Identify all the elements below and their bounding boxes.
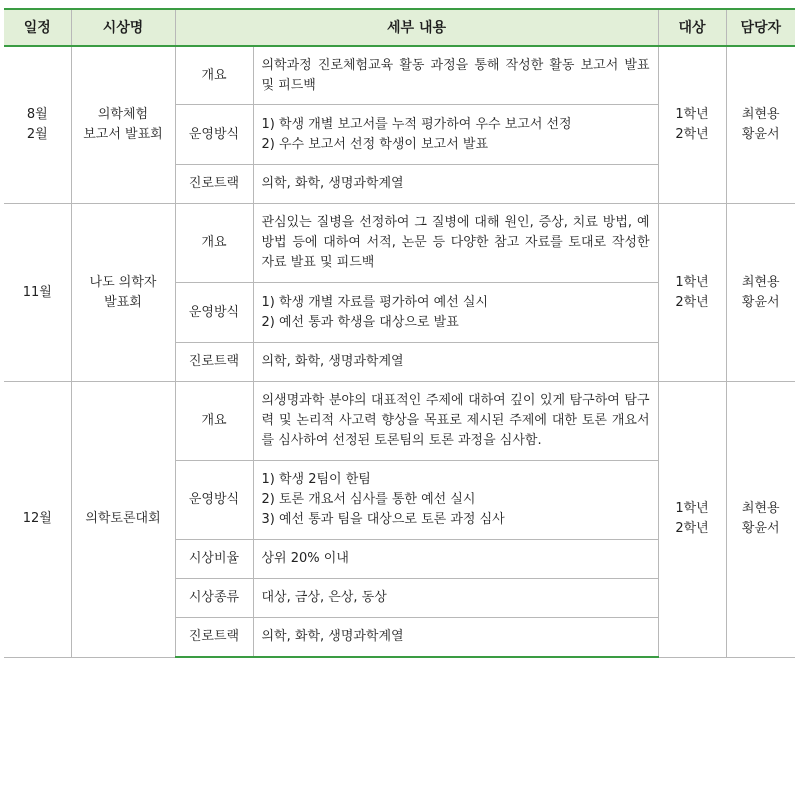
row-detail: 1) 학생 개별 보고서를 누적 평가하여 우수 보고서 선정 2) 우수 보고서 선정 학생이 보고서 발표 — [253, 105, 658, 165]
row-label: 진로트랙 — [175, 343, 253, 382]
header-schedule: 일정 — [4, 9, 71, 46]
row-detail: 1) 학생 2팀이 한팀 2) 토론 개요서 심사를 통한 예선 실시 3) 예선 통과 팀을 대상으로 토론 과정 심사 — [253, 461, 658, 540]
row-label: 운영방식 — [175, 461, 253, 540]
row-detail: 의학과정 진로체험교육 활동 과정을 통해 작성한 활동 보고서 발표 및 피드백 — [253, 46, 658, 105]
event-name: 의학토론대회 — [71, 382, 175, 658]
event-manager: 최현용 황윤서 — [726, 46, 795, 204]
event-name: 나도 의학자 발표회 — [71, 204, 175, 382]
row-detail: 의학, 화학, 생명과학계열 — [253, 343, 658, 382]
table-row — [4, 204, 795, 283]
row-label: 운영방식 — [175, 105, 253, 165]
event-target: 1학년 2학년 — [658, 382, 726, 658]
row-label: 시상비율 — [175, 540, 253, 579]
header-event: 시상명 — [71, 9, 175, 46]
event-name: 의학체험 보고서 발표회 — [71, 46, 175, 204]
row-detail: 대상, 금상, 은상, 동상 — [253, 579, 658, 618]
row-label: 시상종류 — [175, 579, 253, 618]
event-schedule: 12월 — [4, 382, 71, 658]
header-target: 대상 — [658, 9, 726, 46]
header-details: 세부 내용 — [175, 9, 658, 46]
row-detail: 1) 학생 개별 자료를 평가하여 예선 실시 2) 예선 통과 학생을 대상으로 발표 — [253, 283, 658, 343]
event-target: 1학년 2학년 — [658, 204, 726, 382]
row-detail: 의학, 화학, 생명과학계열 — [253, 618, 658, 658]
award-schedule-table — [4, 8, 795, 658]
header-manager: 담당자 — [726, 9, 795, 46]
row-detail: 의생명과학 분야의 대표적인 주제에 대하여 깊이 있게 탐구하여 탐구력 및 논리적 사고력 향상을 목표로 제시된 주제에 대한 토론 개요서를 심사하여 선정된 토론팀의 토론 과정을 심사함. — [253, 382, 658, 461]
row-label: 운영방식 — [175, 283, 253, 343]
table-row — [4, 46, 795, 105]
table-row — [4, 382, 795, 461]
event-manager: 최현용 황윤서 — [726, 382, 795, 658]
row-label: 진로트랙 — [175, 165, 253, 204]
event-schedule: 8월 2월 — [4, 46, 71, 204]
event-target: 1학년 2학년 — [658, 46, 726, 204]
row-detail: 관심있는 질병을 선정하여 그 질병에 대해 원인, 증상, 치료 방법, 예방법 등에 대하여 서적, 논문 등 다양한 참고 자료를 토대로 작성한 자료 발표 및 피드백 — [253, 204, 658, 283]
event-manager: 최현용 황윤서 — [726, 204, 795, 382]
row-label: 진로트랙 — [175, 618, 253, 658]
row-label: 개요 — [175, 46, 253, 105]
row-detail: 의학, 화학, 생명과학계열 — [253, 165, 658, 204]
event-schedule: 11월 — [4, 204, 71, 382]
row-label: 개요 — [175, 382, 253, 461]
row-label: 개요 — [175, 204, 253, 283]
table-header-row — [4, 9, 795, 46]
row-detail: 상위 20% 이내 — [253, 540, 658, 579]
